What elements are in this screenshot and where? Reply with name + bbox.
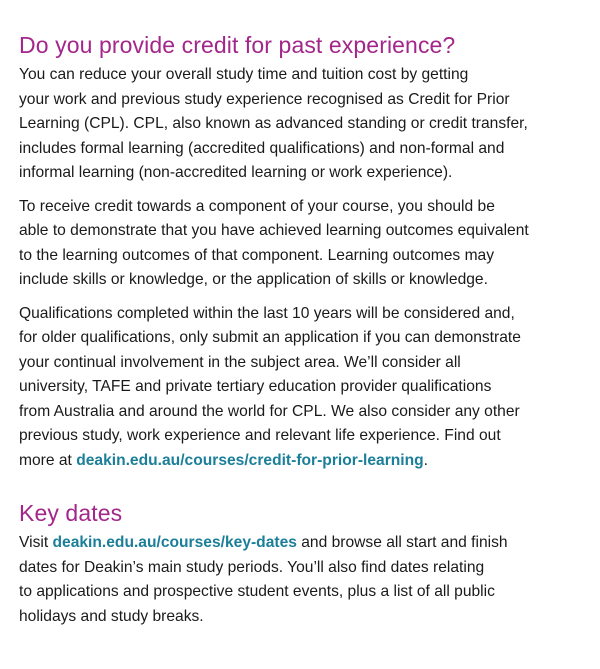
key-dates-link[interactable]: deakin.edu.au/courses/key-dates (52, 534, 297, 551)
credit-for-prior-learning-link[interactable]: deakin.edu.au/courses/credit-for-prior-learning (76, 451, 424, 469)
key-dates-visit: Visit (19, 534, 53, 551)
paragraph-receive-credit: To receive credit towards a component of your course, you should be able to demonstrate that you have achieved learning outcomes equivalent to the learning outcomes of that component. Learning outcomes may include skills or knowledge, or the application of skills or knowledge. (19, 197, 529, 288)
document-page (19, 30, 585, 629)
paragraph-cpl-intro: You can reduce your overall study time and tuition cost by getting your work and previous study experience recognised as Credit for Prior Learning (CPL). CPL, also known as advanced standing or credit transfer, includes formal learning (accredited qualifications) and non-formal and informal learning (non-accredited learning or work experience). (19, 66, 528, 181)
heading-credit-past-experience: Do you provide credit for past experience? (19, 32, 456, 58)
paragraph-qualifications (19, 302, 585, 474)
qualifications-text: Qualifications completed within the last 10 years will be considered and, for older qualifications, only submit an application if you can demonstrate your continual involvement in the subject area. We’ll consider all university, TAFE and private tertiary education provider qualifications from Australia and around the world for CPL. We also consider any other previous study, work experience and relevant life experience. Find out more at (19, 304, 521, 469)
paragraph-key-dates (19, 531, 585, 629)
key-dates-text: and browse all start and finish dates for Deakin’s main study periods. You’ll also find dates relating to applications and prospective student events, plus a list of all public holidays and study breaks. (19, 534, 508, 625)
qualifications-end: . (423, 451, 429, 469)
heading-key-dates: Key dates (19, 500, 123, 526)
